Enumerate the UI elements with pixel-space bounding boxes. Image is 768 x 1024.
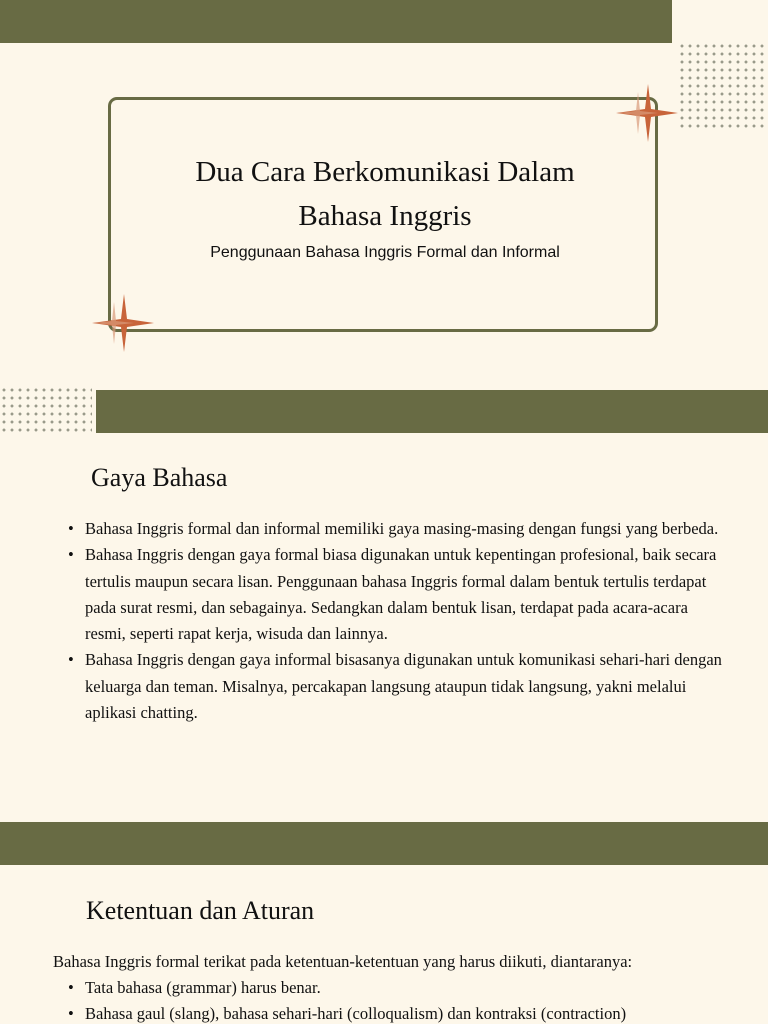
- dot-grid-top-right: [678, 42, 768, 130]
- ketentuan-list: [68, 975, 748, 1024]
- section-heading-gaya-bahasa: Gaya Bahasa: [91, 463, 228, 492]
- section-divider-band: [0, 822, 768, 865]
- top-band: [0, 0, 672, 43]
- list-item: • Tata bahasa (grammar) harus benar.: [68, 975, 748, 1001]
- list-item: • Bahasa Inggris dengan gaya informal bisasanya digunakan untuk komunikasi sehari-hari dengan keluarga dan teman. Misalnya, percakapan langsung ataupun tidak langsung, yakni melalui aplikasi chatting.: [68, 647, 728, 726]
- sparkle-icon-bottom-left: [88, 288, 158, 358]
- title-line-2: Bahasa Inggris: [298, 200, 472, 232]
- subtitle: Penggunaan Bahasa Inggris Formal dan Informal: [210, 244, 560, 261]
- list-item: • Bahasa Inggris dengan gaya formal biasa digunakan untuk kepentingan profesional, baik secara tertulis maupun secara lisan. Penggunaan bahasa Inggris formal dalam bentuk tertulis terdapat pada surat resmi, dan sebagainya. Sedangkan dalam bentuk lisan, terdapat pada acara-acara resmi, seperti rapat kerja, wisuda dan lainnya.: [68, 542, 728, 647]
- list-item: • Bahasa Inggris formal dan informal memiliki gaya masing-masing dengan fungsi yang berbeda.: [68, 516, 728, 542]
- dot-grid-bottom-left: [0, 386, 92, 432]
- sparkle-icon-top-right: [612, 78, 682, 148]
- title-line-1: Dua Cara Berkomunikasi Dalam: [195, 156, 575, 188]
- cover-bottom-band: [96, 390, 768, 433]
- section-heading-ketentuan: Ketentuan dan Aturan: [86, 896, 315, 925]
- page-title: [108, 150, 662, 238]
- ketentuan-intro: Bahasa Inggris formal terikat pada ketentuan-ketentuan yang harus diikuti, diantaranya:: [53, 952, 633, 971]
- list-item: • Bahasa gaul (slang), bahasa sehari-hari (colloqualism) dan kontraksi (contraction): [68, 1001, 748, 1024]
- gaya-bahasa-list: [68, 516, 728, 726]
